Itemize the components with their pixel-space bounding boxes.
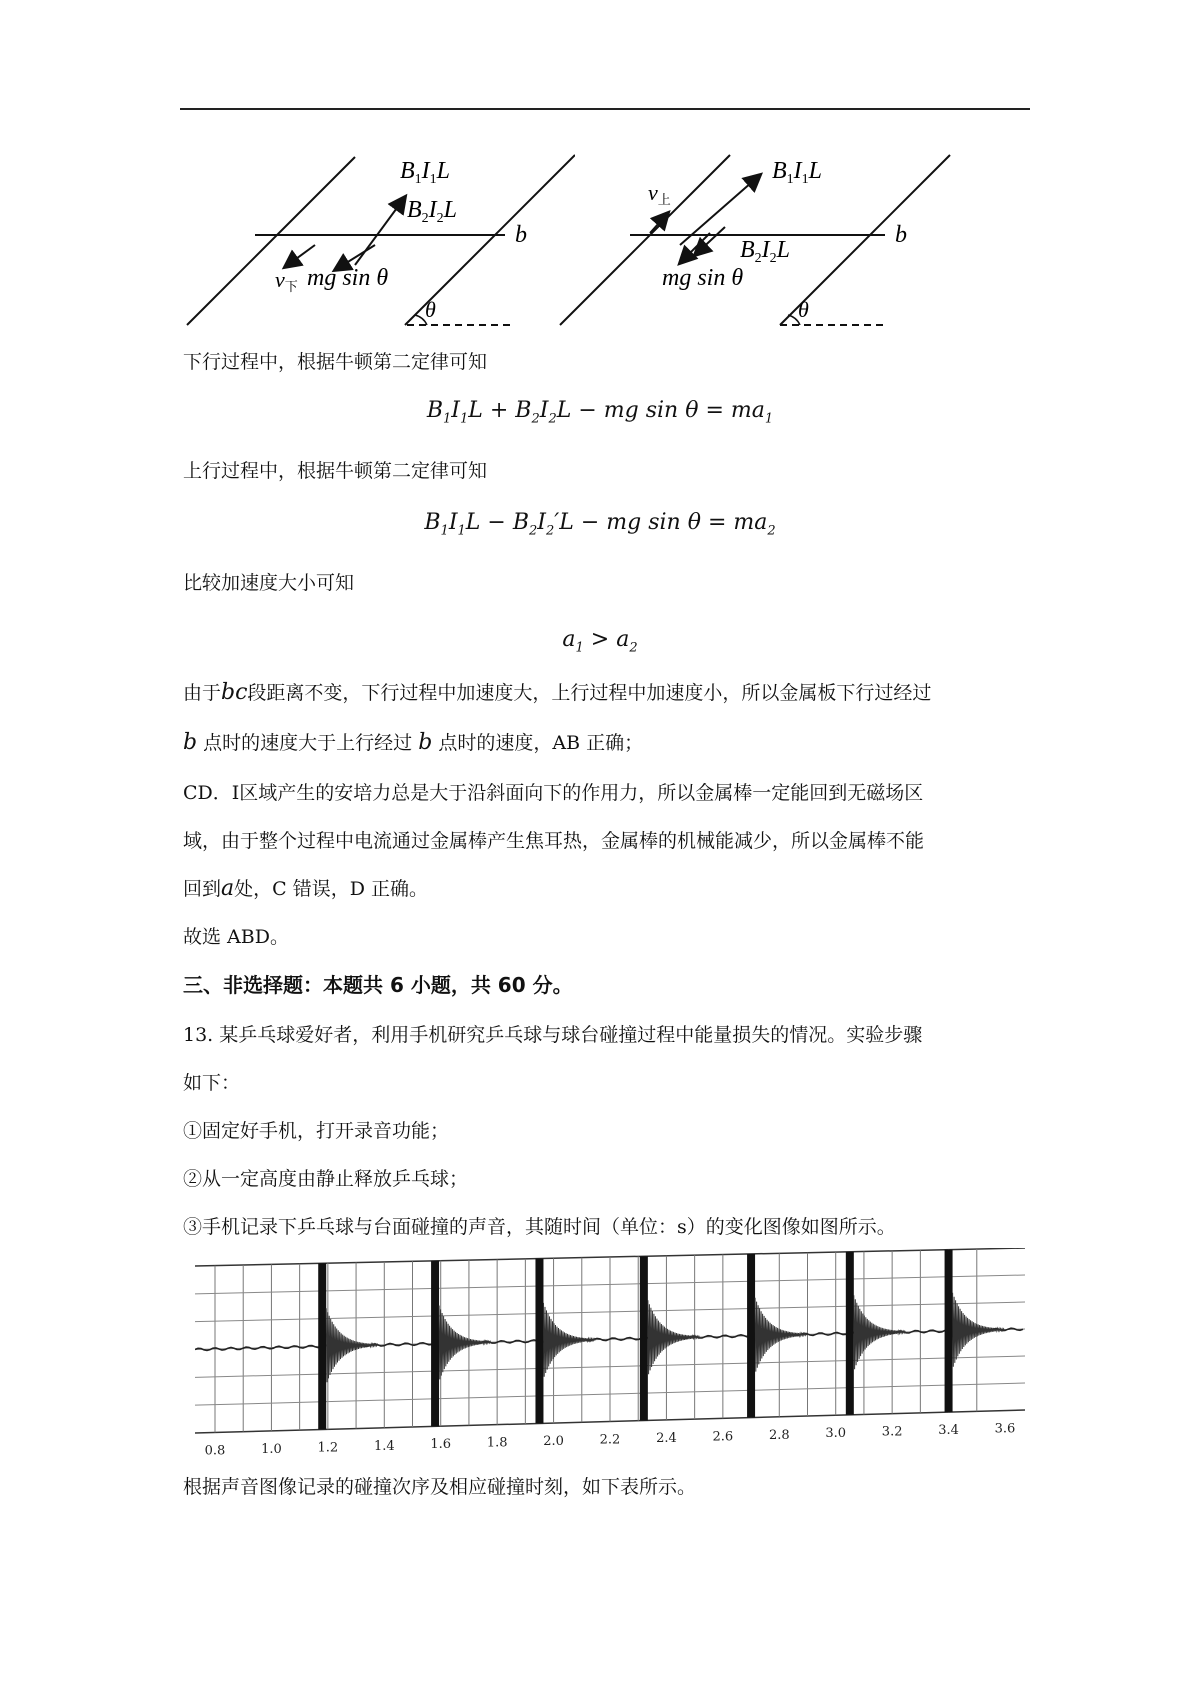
force-diagram-upward	[550, 145, 970, 330]
tick-label: 3.4	[938, 1423, 959, 1439]
rail-left	[187, 157, 355, 325]
label-mg-sin-theta: mg sin θ	[662, 265, 744, 291]
paragraph-compare: 比较加速度大小可知	[183, 572, 355, 594]
force-diagram-downward	[175, 145, 575, 330]
label-mg-sin-theta: mg sin θ	[307, 265, 389, 291]
collision-spike	[535, 1259, 543, 1424]
label-b-point: b	[895, 222, 907, 248]
paragraph-cd-line3: 回到a处，C 错误，D 正确。	[183, 876, 428, 901]
label-b2i2l: $B_2I_2L$	[407, 197, 458, 226]
paragraph-upward: 上行过程中，根据牛顿第二定律可知	[183, 460, 488, 482]
paragraph-downward: 下行过程中，根据牛顿第二定律可知	[183, 351, 488, 373]
tick-label: 1.4	[373, 1438, 395, 1454]
equation-downward: $B_1I_1L + B_2I_2L$ − mg $\sin \theta = ma_1$	[426, 398, 774, 427]
label-v-up: v上	[648, 180, 671, 207]
paragraph-answer: 故选 ABD。	[183, 926, 289, 948]
arrow-b2i2l	[695, 227, 725, 255]
arrow-v-up	[650, 213, 668, 233]
collision-spike	[846, 1252, 854, 1415]
tick-label: 2.6	[712, 1429, 734, 1445]
label-b1i1l: $B_1I_1L$	[772, 158, 823, 187]
section-heading: 三、非选择题：本题共 6 小题，共 60 分。	[183, 973, 573, 997]
collision-spike	[431, 1261, 439, 1427]
collision-decay	[544, 1303, 596, 1377]
tick-label: 1.6	[430, 1437, 452, 1453]
collision-spike	[318, 1263, 326, 1429]
step-3: ③手机记录下乒乓球与台面碰撞的声音，其随时间（单位：s）的变化图像如图所示。	[183, 1216, 896, 1238]
tick-label: 2.4	[656, 1430, 677, 1446]
tick-label: 0.8	[204, 1443, 226, 1458]
tick-label: 1.8	[486, 1435, 508, 1451]
label-v-down: v下	[275, 267, 298, 294]
collision-spike	[945, 1250, 953, 1412]
label-b2i2l: $B_2I_2L$	[740, 237, 791, 266]
tick-label: 2.2	[599, 1432, 621, 1448]
tick-label: 2.8	[768, 1427, 790, 1443]
paragraph-conclusion-line1: 由于bc段距离不变，下行过程中加速度大，上行过程中加速度小，所以金属板下行过经过	[183, 680, 932, 705]
question-13-line2: 如下：	[183, 1072, 241, 1094]
step-1: ①固定好手机，打开录音功能；	[183, 1120, 450, 1142]
collision-spike	[747, 1254, 755, 1418]
arrow-mg-sin	[680, 233, 710, 263]
tick-label: 3.6	[994, 1421, 1016, 1437]
tick-label: 2.0	[543, 1434, 564, 1450]
paragraph-cd-line1: CD．Ⅰ区域产生的安培力总是大于沿斜面向下的作用力，所以金属棒一定能回到无磁场区	[183, 782, 924, 804]
arrow-v-down	[285, 245, 315, 267]
equation-upward: $B_1I_1L - B_2I_2'L$ − mg $\sin \theta = ma_2$	[424, 510, 776, 539]
question-13-line1: 13. 某乒乓球爱好者，利用手机研究乒乓球与球台碰撞过程中能量损失的情况。实验步骤	[183, 1024, 923, 1046]
paragraph-table-intro: 根据声音图像记录的碰撞次序及相应碰撞时刻，如下表所示。	[183, 1476, 697, 1498]
arrow-b1i1l	[355, 197, 405, 265]
collision-decay	[439, 1306, 491, 1380]
collision-decay	[755, 1298, 807, 1372]
collision-decay	[648, 1300, 700, 1374]
collision-spike	[640, 1256, 648, 1420]
label-theta: θ	[425, 297, 436, 322]
header-rule	[180, 108, 1030, 110]
tick-label: 3.0	[825, 1426, 847, 1442]
tick-label: 1.0	[261, 1441, 282, 1457]
label-b-point: b	[515, 222, 527, 248]
label-b1i1l: $B_1I_1L$	[400, 158, 451, 187]
collision-decay	[326, 1308, 378, 1382]
step-2: ②从一定高度由静止释放乒乓球；	[183, 1168, 469, 1190]
label-theta: θ	[798, 297, 809, 322]
sound-waveform-figure	[195, 1248, 1025, 1458]
tick-label: 1.2	[317, 1440, 339, 1456]
tick-label: 3.2	[881, 1424, 903, 1440]
paragraph-conclusion-line2: b 点时的速度大于上行经过 b 点时的速度，AB 正确；	[183, 730, 644, 755]
equation-compare: $a_1 > a_2$	[562, 627, 638, 656]
paragraph-cd-line2: 域，由于整个过程中电流通过金属棒产生焦耳热，金属棒的机械能减少，所以金属棒不能	[183, 830, 925, 852]
rail-left	[560, 155, 730, 325]
